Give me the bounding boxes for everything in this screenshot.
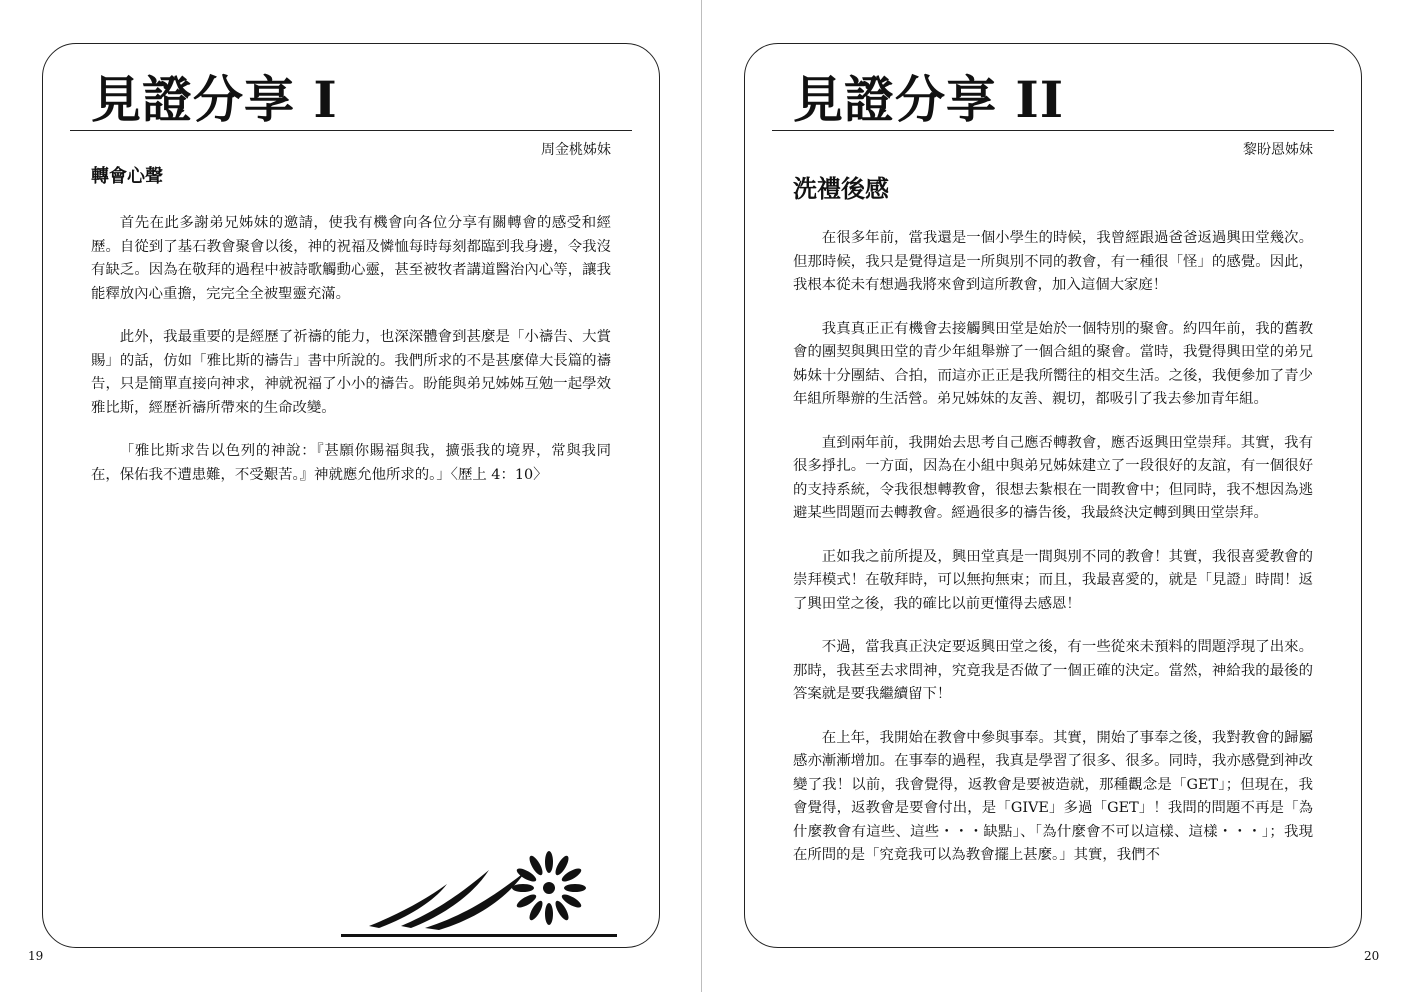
right-page-title [793,70,1064,130]
paragraph: 我真真正正有機會去接觸興田堂是始於一個特別的聚會。約四年前，我的舊教會的團契與興田堂的青少年組舉辦了一個合組的聚會。當時，我覺得興田堂的弟兄姊妹十分團結、合拍，而這亦正正是我所嚮往的相交生活。之後，我便參加了青少年組所舉辦的生活營。弟兄姊妹的友善、親切，都吸引了我去參加青年組。 [793,320,1313,407]
paragraph: 在很多年前，當我還是一個小學生的時候，我曾經跟過爸爸返過興田堂幾次。但那時候，我只是覺得這是一所與別不同的教會，有一種很「怪」的感覺。因此，我根本從未有想過我將來會到這所教會，加入這個大家庭！ [793,230,1313,293]
right-author: 黎盼恩姊妹 [1243,142,1313,158]
page-spine [701,0,702,992]
right-subtitle: 洗禮後感 [793,175,889,203]
left-author: 周金桃姊妹 [541,142,611,158]
paragraph: 在上年，我開始在教會中參與事奉。其實，開始了事奉之後，我對教會的歸屬感亦漸漸增加。在事奉的過程，我真是學習了很多、很多。同時，我亦感覺到神改變了我！以前，我會覺得，返教會是要被造就，那種觀念是「GET」；但現在，我會覺得，返教會是要會付出，是「GIVE」多過「GET」！我問的問題不再是「為什麼教會有這些、這些・・・缺點」、「為什麼會不可以這樣、這樣・・・」；我現在所問的是「究竟我可以為教會擺上甚麼。」其實，我們不 [793,729,1313,863]
title-rule [772,130,1334,131]
right-page-frame [744,43,1362,948]
right-title-cjk: 見證分享 [793,71,997,129]
left-article-body [91,212,611,507]
paragraph: 正如我之前所提及，興田堂真是一間與別不同的教會！其實，我很喜愛教會的崇拜模式！在敬拜時，可以無拘無束；而且，我最喜愛的，就是「見證」時間！返了興田堂之後，我的確比以前更懂得去感恩！ [793,548,1313,612]
paragraph: 首先在此多謝弟兄姊妹的邀請，使我有機會向各位分享有關轉會的感受和經歷。自從到了基石教會聚會以後，神的祝福及憐恤每時每刻都臨到我身邊，令我沒有缺乏。因為在敬拜的過程中被詩歌觸動心靈，甚至被牧者講道醫治內心等，讓我能釋放內心重擔，完完全全被聖靈充滿。 [91,215,611,302]
paragraph: 「雅比斯求告以色列的神說：『甚願你賜福與我，擴張我的境界，常與我同在，保佑我不遭患難，不受艱苦。』神就應允他所求的。」〈歷上 4：10〉 [91,443,611,483]
title-rule [70,130,632,131]
paragraph: 直到兩年前，我開始去思考自己應否轉教會，應否返興田堂崇拜。其實，我有很多掙扎。一方面，因為在小組中與弟兄姊妹建立了一段很好的友誼，有一個很好的支持系統，令我很想轉教會，很想去紮根在一間教會中；但同時，我不想因為逃避某些問題而去轉教會。經過很多的禱告後，我最終決定轉到興田堂崇拜。 [793,434,1313,521]
left-page-frame [42,43,660,948]
left-subtitle: 轉會心聲 [91,166,163,187]
flower-icon [339,830,621,940]
left-title-numeral: I [313,70,338,129]
right-page-number: 20 [1364,949,1380,963]
paragraph: 不過，當我真正決定要返興田堂之後，有一些從來未預料的問題浮現了出來。那時，我甚至去求問神，究竟我是否做了一個正確的決定。當然，神給我的最後的答案就是要我繼續留下！ [793,639,1313,702]
left-page-title [91,70,338,130]
right-article-body [793,227,1313,888]
left-title-cjk: 見證分享 [91,71,295,129]
paragraph: 此外，我最重要的是經歷了祈禱的能力，也深深體會到甚麼是「小禱告、大賞賜」的話，仿如「雅比斯的禱告」書中所說的。我們所求的不是甚麼偉大長篇的禱告，只是簡單直接向神求，神就祝福了小小的禱告。盼能與弟兄姊姊互勉一起學效雅比斯，經歷祈禱所帶來的生命改變。 [91,329,611,416]
left-page-number: 19 [28,949,44,963]
right-title-numeral: II [1015,70,1065,129]
